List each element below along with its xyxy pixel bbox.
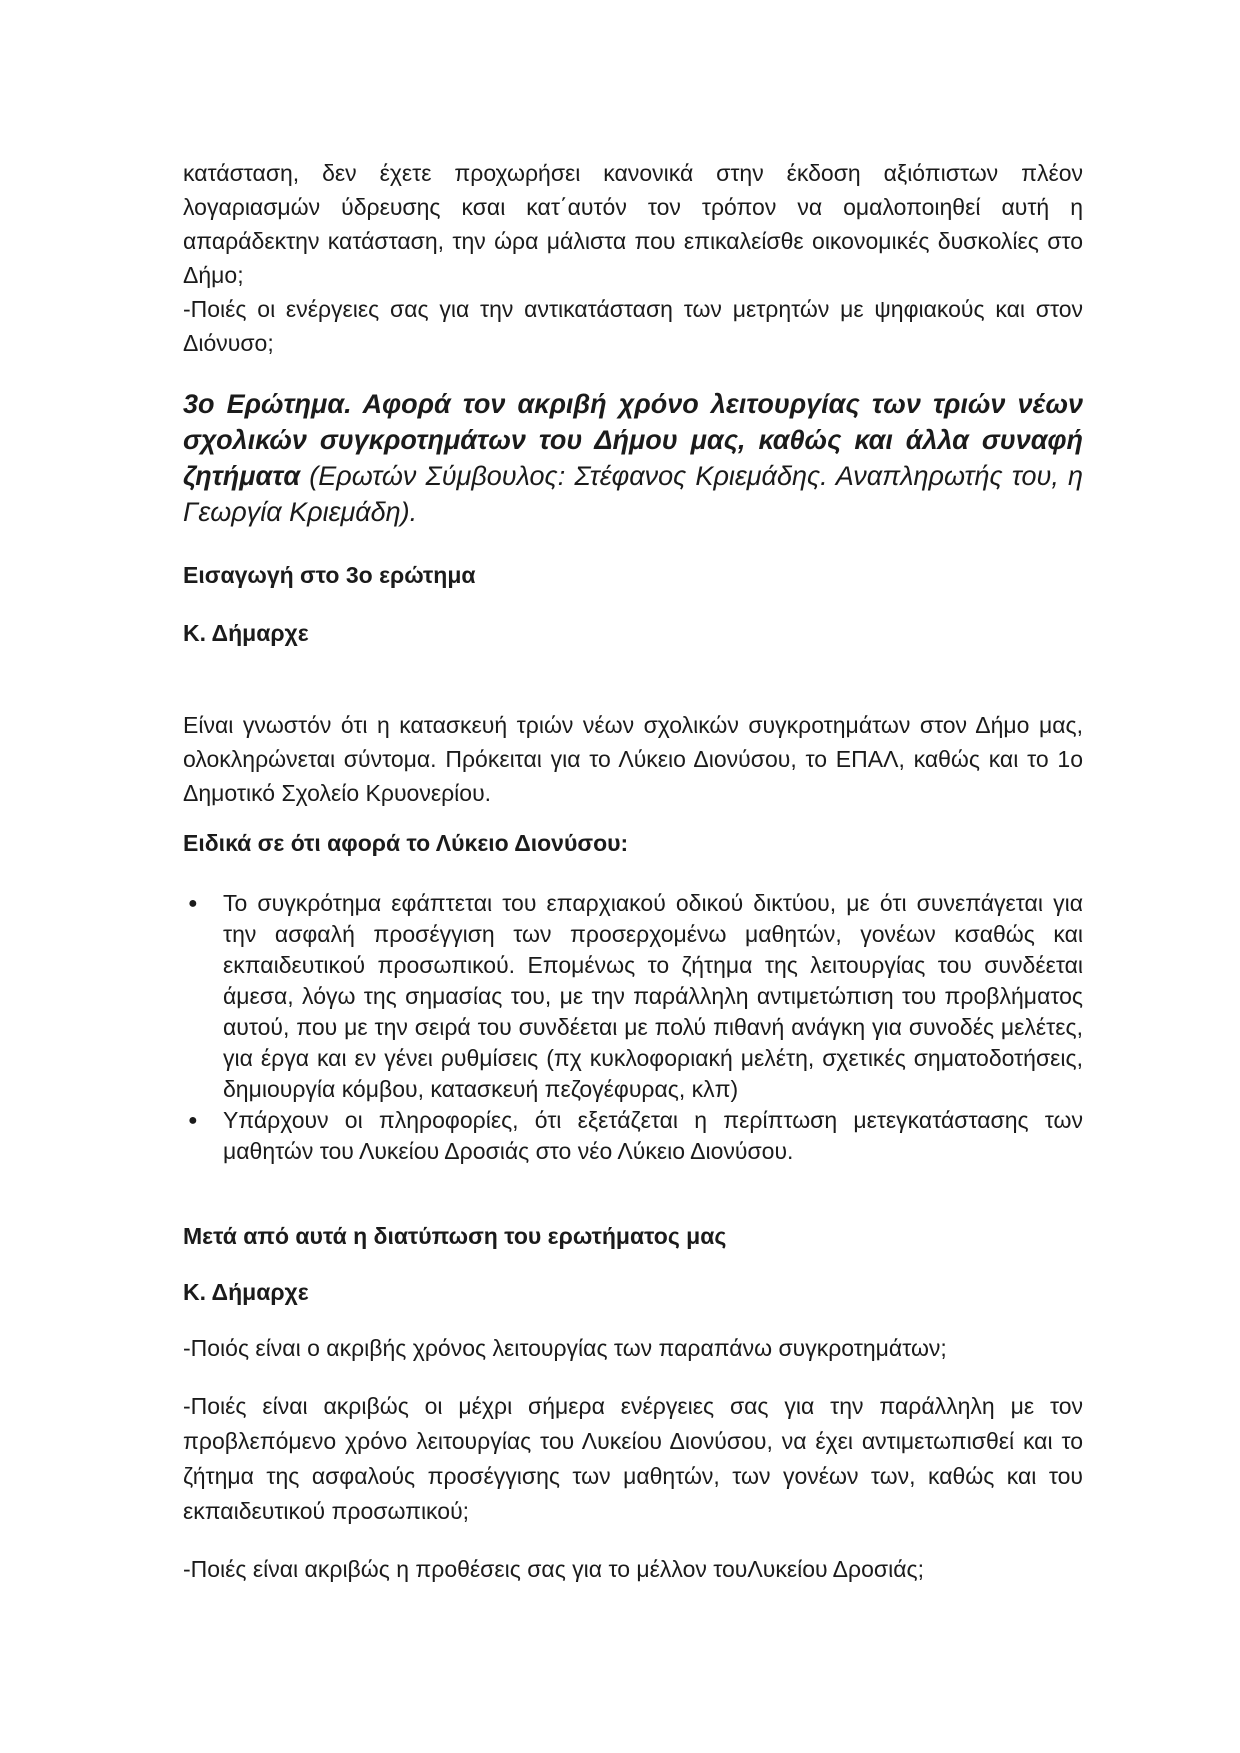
question-3-heading bbox=[183, 386, 1083, 530]
bullet-text-relocation: Υπάρχουν οι πληροφορίες, ότι εξετάζεται η περίπτωση μετεγκατάστασης των μαθητών του Λυκείου Δροσιάς στο νέο Λύκειο Διονύσου. bbox=[223, 1107, 1083, 1164]
salutation-mayor-2: Κ. Δήμαρχε bbox=[183, 1279, 309, 1305]
bullet-text-road-network: Το συγκρότημα εφάπτεται του επαρχιακού οδικού δικτύου, με ότι συνεπάγεται για την ασφαλή προσέγγιση των προσερχομένω μαθητών, γονέων κσαθώς και εκπαιδευτικού προσωπικού. Επομένως το ζήτημα της λειτουργίας του συνδέεται άμεσα, λόγω της σημασίας του, με την παράλληλη αντιμετώπιση του προβλήματος αυτού, που με την σειρά του συνδέεται με πολύ πιθανή ανάγκη για συνοδές μελέτες, για έργα και εν γένει ρυθμίσεις (πχ κυκλοφοριακή μελέτη, σχετικές σηματοδοτήσεις, δημιουργία κόμβου, κατασκευή πεζογέφυρας, κλπ) bbox=[223, 890, 1083, 1102]
section-heading-lykeio-dionysou: Ειδικά σε ότι αφορά το Λύκειο Διονύσου: bbox=[183, 830, 629, 856]
bullet-icon: ● bbox=[188, 895, 198, 912]
paragraph-meters-question: -Ποιές οι ενέργειες σας για την αντικατάσταση των μετρητών με ψηφιακούς και στον Διόνυσο; bbox=[183, 296, 1083, 356]
restate-heading: Μετά από αυτά η διατύπωση του ερωτήματος μας bbox=[183, 1223, 727, 1249]
question-operation-time: -Ποιός είναι ο ακριβής χρόνος λειτουργίας των παραπάνω συγκροτημάτων; bbox=[183, 1335, 947, 1361]
question-3-heading-authors: (Ερωτών Σύμβουλος: Στέφανος Κριεμάδης. Αναπληρωτής του, η Γεωργία Κριεμάδη). bbox=[183, 461, 1084, 527]
bullet-list bbox=[183, 888, 1083, 1167]
salutation-mayor-1: Κ. Δήμαρχε bbox=[183, 620, 309, 646]
document-content bbox=[183, 156, 1083, 1586]
question-actions-taken: -Ποιές είναι ακριβώς οι μέχρι σήμερα ενέργειες σας για την παράλληλη με τον προβλεπόμενο χρόνο λειτουργίας του Λυκείου Διονύσου, να έχει αντιμετωπισθεί και το ζήτημα της ασφαλούς προσέγγισης των μαθητών, των γονέων των, καθώς και του εκπαιδευτικού προσωπικού; bbox=[183, 1393, 1083, 1524]
question-3-heading-bold: 3ο Ερώτημα. Αφορά τον ακριβή χρόνο λειτουργίας των τριών νέων σχολικών συγκροτημάτων του Δήμου μας, καθώς και άλλα συναφή ζητήματα bbox=[183, 389, 1083, 491]
list-item bbox=[183, 1105, 1083, 1167]
list-item bbox=[183, 888, 1083, 1105]
question-drosia-future: -Ποιές είναι ακριβώς η προθέσεις σας για το μέλλον τουΛυκείου Δροσιάς; bbox=[183, 1556, 924, 1582]
paragraph-schools-known: Είναι γνωστόν ότι η κατασκευή τριών νέων σχολικών συγκροτημάτων στον Δήμο μας, ολοκληρώνεται σύντομα. Πρόκειται για το Λύκειο Διονύσου, το ΕΠΑΛ, καθώς και το 1ο Δημοτικό Σχολείο Κρυονερίου. bbox=[183, 712, 1083, 806]
intro-heading: Εισαγωγή στο 3ο ερώτημα bbox=[183, 562, 476, 588]
bullet-icon: ● bbox=[188, 1112, 198, 1129]
paragraph-water-bills: κατάσταση, δεν έχετε προχωρήσει κανονικά στην έκδοση αξιόπιστων πλέον λογαριασμών ύδρευσης κσαι κατ΄αυτόν τον τρόπον να ομαλοποιηθεί αυτή η απαράδεκτην κατάσταση, την ώρα μάλιστα που επικαλείσθε οικονομικές δυσκολίες στο Δήμο; bbox=[183, 160, 1083, 288]
